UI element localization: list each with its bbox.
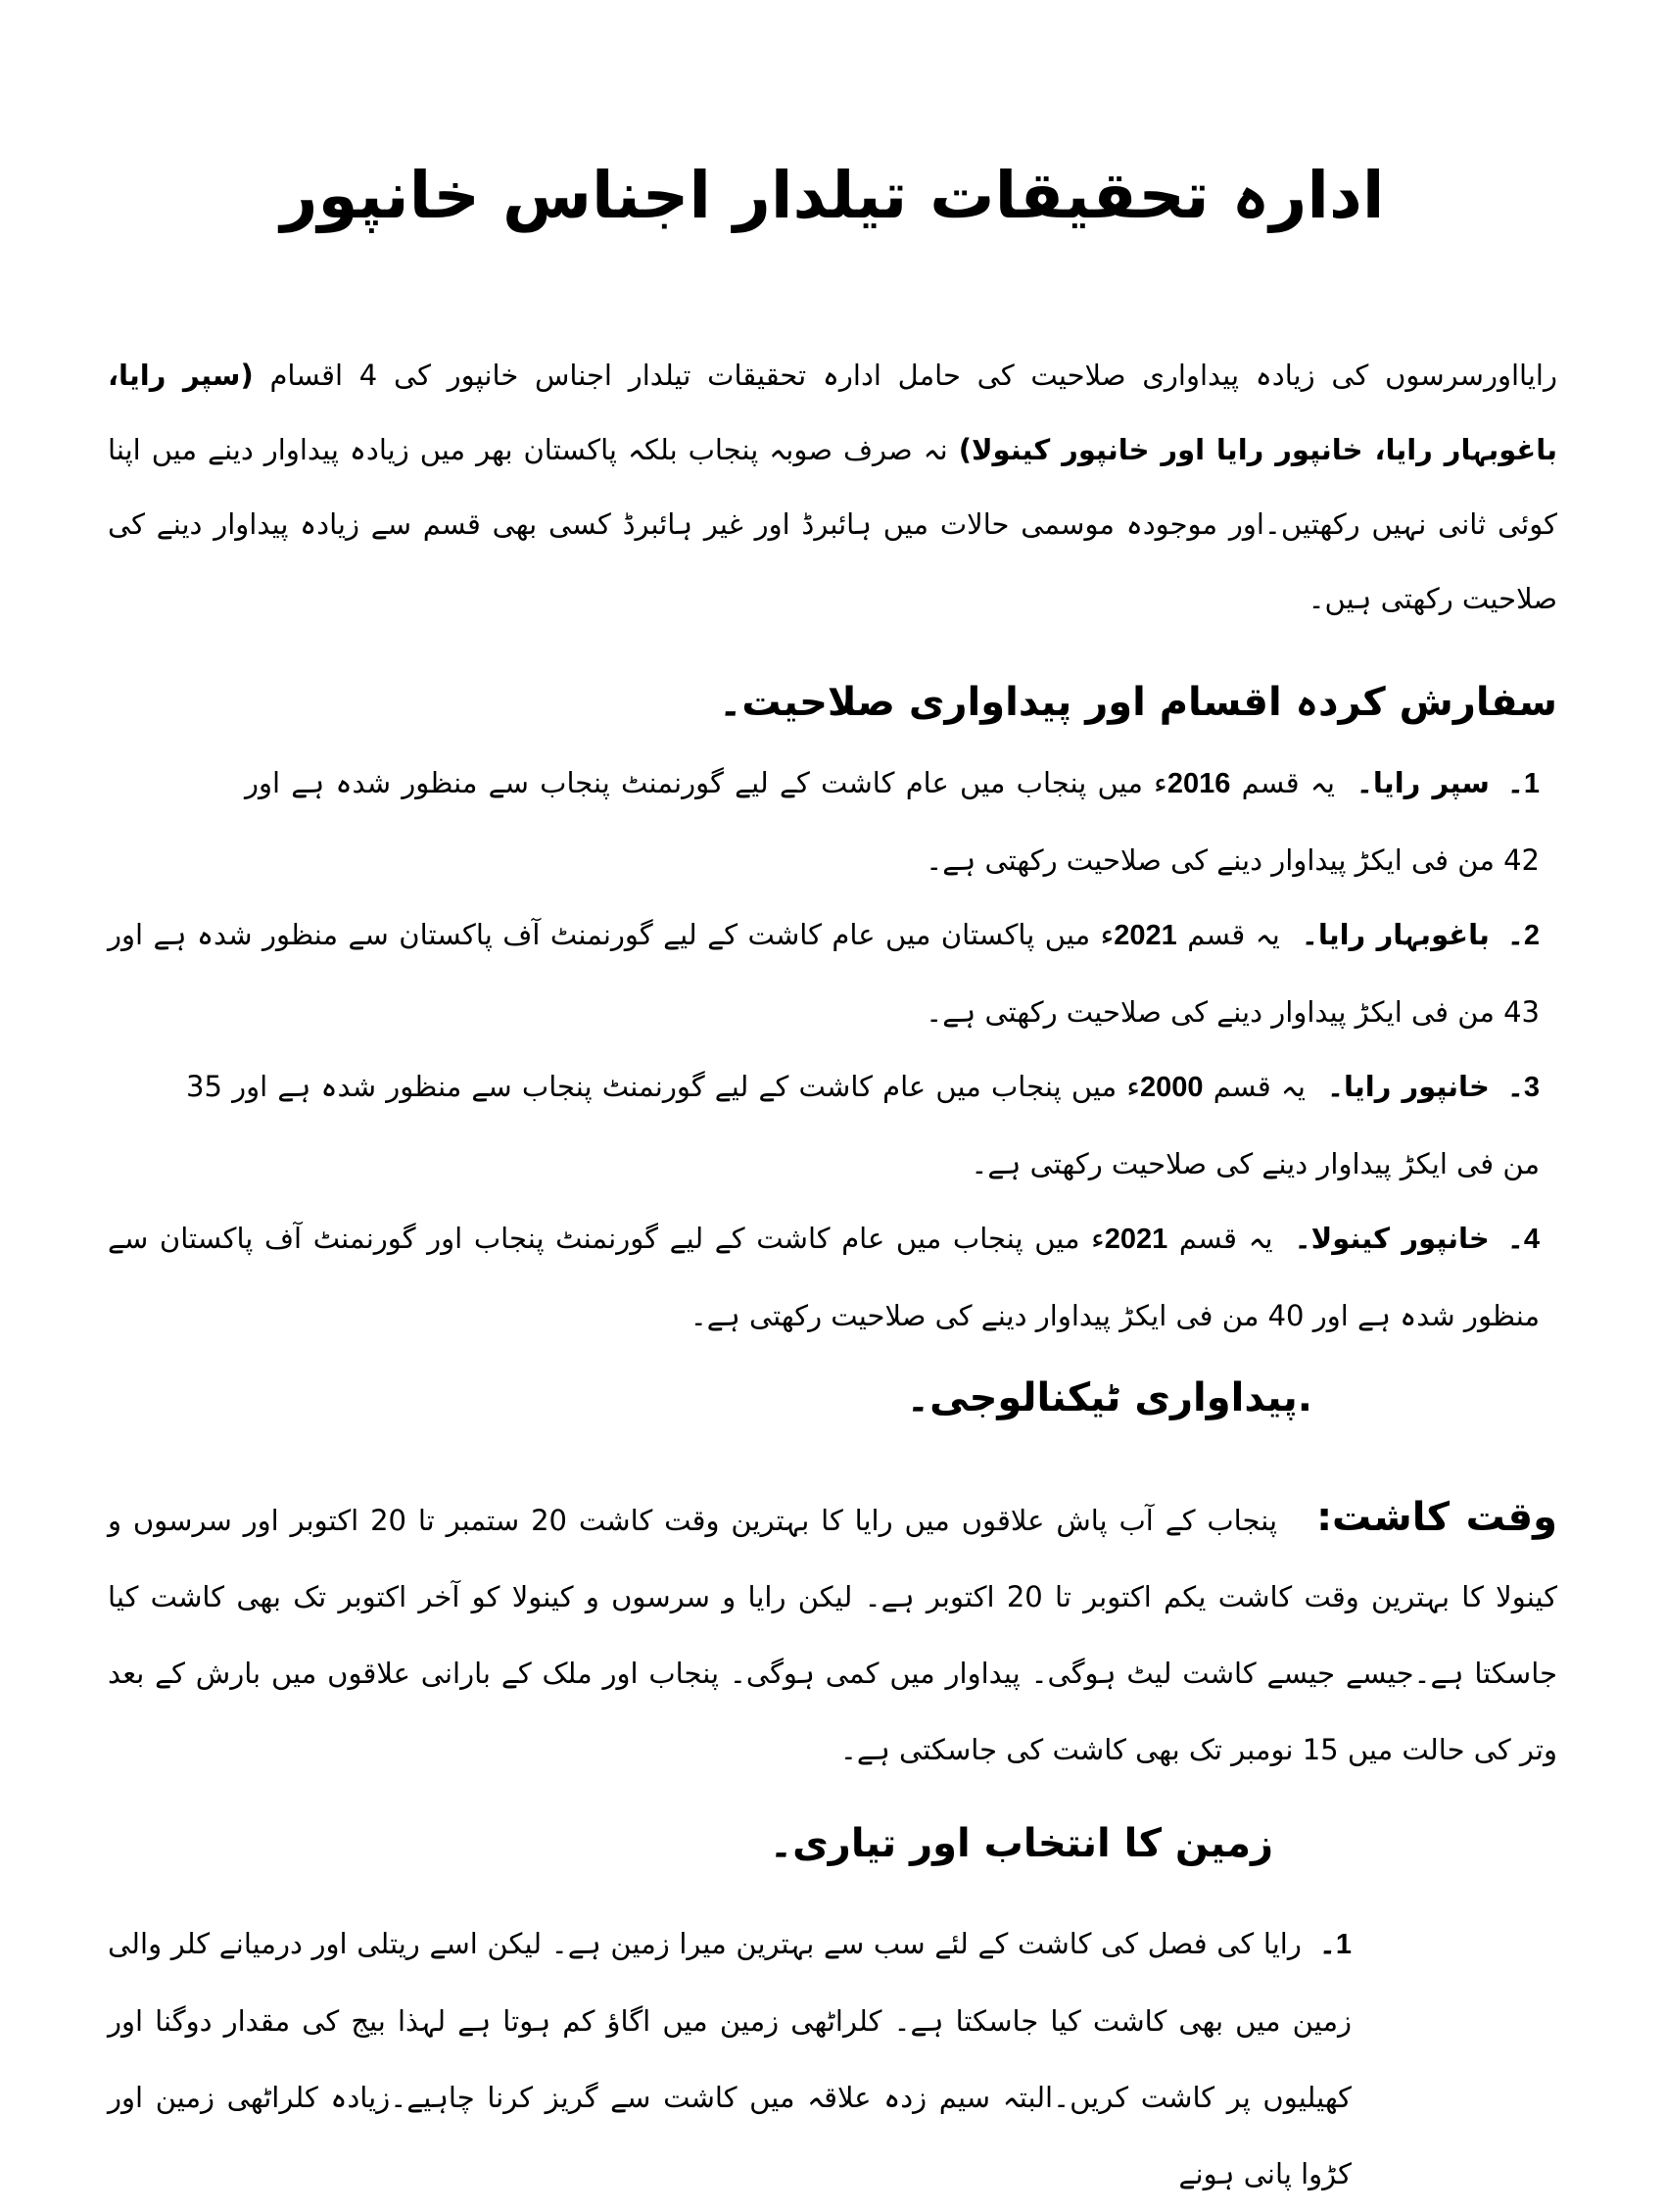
variety-text: ء میں پنجاب میں عام کاشت کے لیے گورنمنٹ پنجاب سے منظور شدہ ہے اور 42 من فی ایکڑ پیداوار دینے کی صلاحیت رکھتی ہے۔ [245,766,1540,877]
section-heading-varieties: سفارش کردہ اقسام اور پیداواری صلاحیت۔ [718,680,1557,725]
variety-item: 1۔سپر رایا۔یہ قسم 2016ء میں پنجاب میں عام کاشت کے لیے گورنمنٹ پنجاب سے منظور شدہ ہے اور 42 من فی ایکڑ پیداوار دینے کی صلاحیت رکھتی ہے۔ [245,766,1540,877]
variety-text: ء میں پنجاب میں عام کاشت کے لیے گورنمنٹ پنجاب اور گورنمنٹ آف پاکستان سے منظور شدہ ہے اور 40 من فی ایکڑ پیداوار دینے کی صلاحیت رکھتی ہے۔ [108,1222,1540,1332]
variety-name: خانپور رایا۔ [1326,1070,1490,1103]
variety-item: 4۔خانپور کینولا۔یہ قسم 2021ء میں پنجاب میں عام کاشت کے لیے گورنمنٹ پنجاب اور گورنمنٹ آف پاکستان سے منظور شدہ ہے اور 40 من فی ایکڑ پیداوار دینے کی صلاحیت رکھتی ہے۔ [108,1222,1540,1332]
section-heading-land: زمین کا انتخاب اور تیاری۔ [769,1821,1273,1866]
land-text: رایا کی فصل کی کاشت کے لئے سب سے بہترین میرا زمین ہے۔ لیکن اسے ریتلی اور درمیانے کلر والی زمین میں بھی کاشت کیا جاسکتا ہے۔ کلراٹھی زمین میں اگاؤ کم ہوتا ہے لہذا بیج کی مقدار دوگنا اور کھیلیوں پر کاشت کریں۔البتہ سیم زدہ علاقہ میں کاشت سے گریز کرنا چاہیے۔زیادہ کلراٹھی زمین اور کڑوا پانی ہونے [108,1927,1352,2190]
variety-year: 2021 [1104,1224,1168,1255]
variety-number: 1۔ [1506,768,1540,799]
variety-name: خانپور کینولا۔ [1294,1222,1490,1255]
sowing-time-label: وقت کاشت: [1316,1495,1557,1540]
land-number: 1۔ [1318,1929,1352,1960]
sowing-time-paragraph [108,1479,1557,1788]
variety-number: 4۔ [1506,1224,1540,1255]
variety-year: 2021 [1114,920,1177,951]
variety-item: 3۔خانپور رایا۔یہ قسم 2000ء میں پنجاب میں عام کاشت کے لیے گورنمنٹ پنجاب سے منظور شدہ ہے اور 35 من فی ایکڑ پیداوار دینے کی صلاحیت رکھتی ہے۔ [186,1070,1540,1180]
intro-paragraph [108,338,1557,636]
variety-text: ء میں پنجاب میں عام کاشت کے لیے گورنمنٹ پنجاب سے منظور شدہ ہے اور 35 من فی ایکڑ پیداوار دینے کی صلاحیت رکھتی ہے۔ [186,1070,1540,1180]
intro-varieties: (سپر رایا، باغوبہار رایا، خانپور رایا اور خانپور کینولا) [108,359,1557,466]
intro-text: رایااورسرسوں کی زیادہ پیداواری صلاحیت کی حامل ادارہ تحقیقات تیلدار اجناس خانپور کی 4 اقسام [253,359,1557,392]
document-title: ادارہ تحقیقات تیلدار اجناس خانپور [280,158,1385,233]
variety-name: باغوبہار رایا۔ [1301,918,1490,951]
variety-number: 2۔ [1506,920,1540,951]
variety-name: سپر رایا۔ [1356,766,1490,799]
intro-rest: نہ صرف صوبہ پنجاب بلکہ پاکستان بھر میں زیادہ پیداوار دینے میں اپنا کوئی ثانی نہیں رکھتیں۔اور موجودہ موسمی حالات میں ہائبرڈ اور غیر ہائبرڈ کسی بھی قسم سے زیادہ پیداوار دینے کی صلاحیت رکھتی ہیں۔ [108,433,1557,615]
section-heading-technology: .پیداواری ٹیکنالوجی۔ [906,1375,1312,1420]
variety-year: 2016 [1166,768,1231,799]
variety-item: 2۔باغوبہار رایا۔یہ قسم 2021ء میں پاکستان میں عام کاشت کے لیے گورنمنٹ آف پاکستان سے منظور شدہ ہے اور 43 من فی ایکڑ پیداوار دینے کی صلاحیت رکھتی ہے۔ [108,918,1540,1029]
land-item [108,1905,1352,2212]
variety-text: ء میں پاکستان میں عام کاشت کے لیے گورنمنٹ آف پاکستان سے منظور شدہ ہے اور 43 من فی ایکڑ پیداوار دینے کی صلاحیت رکھتی ہے۔ [108,918,1540,1029]
variety-year: 2000 [1140,1072,1204,1103]
variety-number: 3۔ [1506,1072,1540,1103]
sowing-time-text: پنجاب کے آب پاش علاقوں میں رایا کا بہترین وقت کاشت 20 ستمبر تا 20 اکتوبر اور سرسوں و کینولا کا بہترین وقت کاشت یکم اکتوبر تا 20 اکتوبر ہے۔ لیکن رایا و سرسوں و کینولا کو آخر اکتوبر تک بھی کاشت کیا جاسکتا ہے۔جیسے جیسے کاشت لیٹ ہوگی۔ پیداوار میں کمی ہوگی۔ پنجاب اور ملک کے بارانی علاقوں میں بارش کے بعد وتر کی حالت میں 15 نومبر تک بھی کاشت کی جاسکتی ہے۔ [108,1504,1558,1766]
